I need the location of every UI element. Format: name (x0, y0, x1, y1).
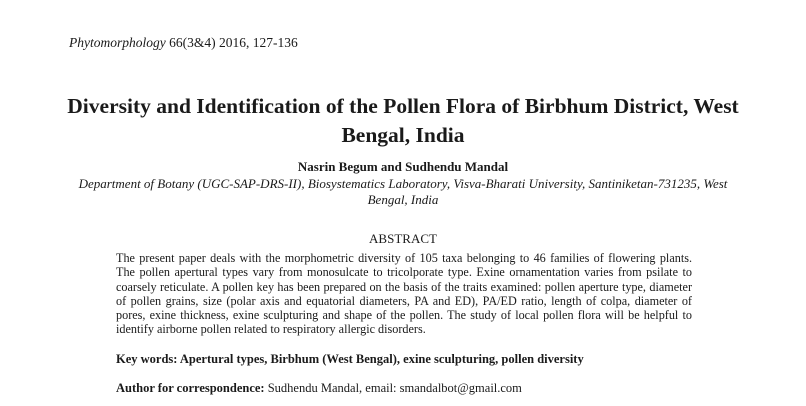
keywords: Key words: Apertural types, Birbhum (West Bengal), exine sculpturing, pollen diversity (116, 352, 584, 366)
abstract-body: The present paper deals with the morphometric diversity of 105 taxa belonging to 46 families of flowering plants. The pollen apertural types vary from monosulcate to tricolporate type. Exine ornamentation varies from psilate to coarsely reticulate. A pollen key has been prepared on the basis of the traits examined: pollen aperture type, diameter of pollen grains, size (polar axis and equatorial diameters, PA and ED), PA/ED ratio, length of colpa, diameter of pores, exine thickness, exine sculpturing and shape of the pollen. The study of local pollen flora will be helpful to identify airborne pollen related to respiratory allergic disorders. (116, 251, 692, 337)
journal-volume-pages: 66(3&4) 2016, 127-136 (165, 35, 298, 50)
journal-citation (69, 35, 298, 51)
journal-name: Phytomorphology (69, 35, 166, 50)
abstract-heading: ABSTRACT (369, 231, 437, 246)
paper-authors: Nasrin Begum and Sudhendu Mandal (297, 159, 509, 174)
correspondence-label: Author for correspondence: (116, 381, 265, 395)
paper-title: Diversity and Identification of the Pollen Flora of Birbhum District, West Bengal, India (67, 94, 739, 147)
author-affiliation: Department of Botany (UGC-SAP-DRS-II), Biosystematics Laboratory, Visva-Bharati University, Santiniketan-731235, West Bengal, India (78, 176, 728, 207)
correspondence (116, 381, 522, 396)
correspondence-text: Sudhendu Mandal, email: smandalbot@gmail.com (264, 381, 522, 395)
